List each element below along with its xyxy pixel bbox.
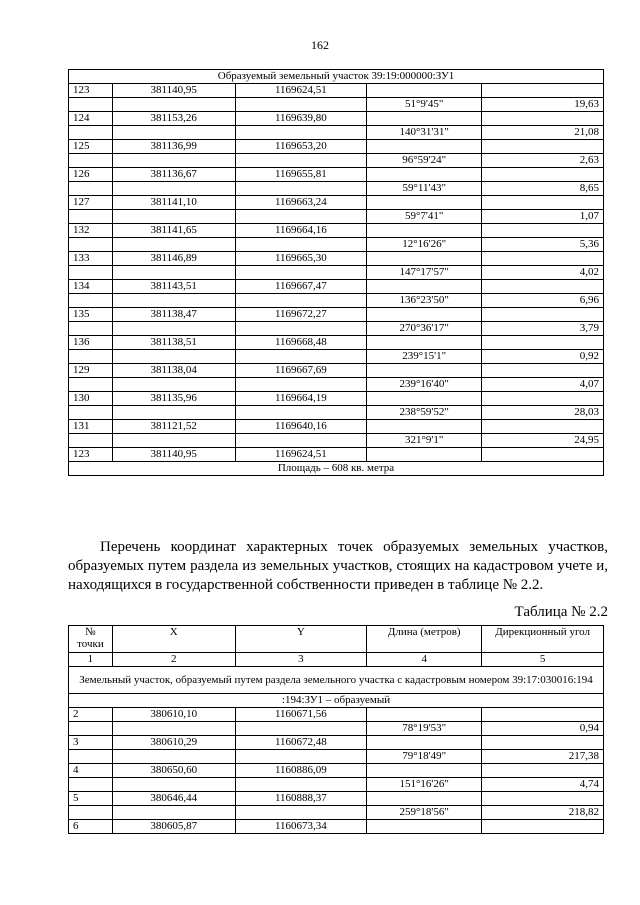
point-row [69, 280, 604, 294]
table-1-title: Образуемый земельный участок 39:19:000000:ЗУ1 [69, 70, 604, 84]
empty-cell [69, 154, 113, 168]
empty-cell [235, 210, 367, 224]
segment-value-cell: 0,92 [482, 350, 604, 364]
empty-cell [367, 280, 482, 294]
x-coordinate-cell: 381141,10 [112, 196, 235, 210]
coordinates-table-2 [68, 625, 604, 834]
segment-value-cell: 78°19'53" [367, 722, 482, 736]
x-coordinate-cell: 381136,67 [112, 168, 235, 182]
empty-cell [235, 350, 367, 364]
empty-cell [112, 378, 235, 392]
segment-value-cell: 270°36'17" [367, 322, 482, 336]
empty-cell [482, 252, 604, 266]
empty-cell [482, 140, 604, 154]
empty-cell [112, 806, 235, 820]
segment-value-cell: 28,03 [482, 406, 604, 420]
segment-value-cell: 8,65 [482, 182, 604, 196]
empty-cell [69, 294, 113, 308]
segment-value-cell: 5,36 [482, 238, 604, 252]
column-number: 2 [112, 653, 235, 667]
segment-row [69, 406, 604, 420]
segment-value-cell: 0,94 [482, 722, 604, 736]
table-2-header-row [69, 626, 604, 653]
empty-cell [69, 406, 113, 420]
segment-value-cell: 4,02 [482, 266, 604, 280]
empty-cell [235, 406, 367, 420]
empty-cell [367, 224, 482, 238]
segment-value-cell: 239°15'1" [367, 350, 482, 364]
empty-cell [367, 196, 482, 210]
table-2-section-title: Земельный участок, образуемый путем раздела земельного участка с кадастровым номером 39:17:030016:194 [69, 667, 604, 694]
y-coordinate-cell: 1169655,81 [235, 168, 367, 182]
point-row [69, 820, 604, 834]
empty-cell [482, 708, 604, 722]
y-coordinate-cell: 1169672,27 [235, 308, 367, 322]
empty-cell [235, 266, 367, 280]
segment-row [69, 210, 604, 224]
empty-cell [482, 280, 604, 294]
segment-value-cell: 147°17'57" [367, 266, 482, 280]
segment-value-cell: 6,96 [482, 294, 604, 308]
point-number-cell: 133 [69, 252, 113, 266]
segment-row [69, 806, 604, 820]
segment-value-cell: 4,07 [482, 378, 604, 392]
empty-cell [112, 266, 235, 280]
point-row [69, 84, 604, 98]
x-coordinate-cell: 381141,65 [112, 224, 235, 238]
empty-cell [112, 238, 235, 252]
segment-value-cell: 2,63 [482, 154, 604, 168]
point-row [69, 252, 604, 266]
point-row [69, 196, 604, 210]
x-coordinate-cell: 380605,87 [112, 820, 235, 834]
segment-value-cell: 3,79 [482, 322, 604, 336]
point-number-cell: 126 [69, 168, 113, 182]
empty-cell [482, 224, 604, 238]
empty-cell [367, 420, 482, 434]
table-caption: Таблица № 2.2 [514, 604, 608, 620]
segment-value-cell: 12°16'26" [367, 238, 482, 252]
empty-cell [235, 322, 367, 336]
segment-row [69, 350, 604, 364]
segment-value-cell: 19,63 [482, 98, 604, 112]
empty-cell [235, 434, 367, 448]
empty-cell [482, 736, 604, 750]
empty-cell [235, 182, 367, 196]
y-coordinate-cell: 1169624,51 [235, 84, 367, 98]
empty-cell [69, 98, 113, 112]
empty-cell [69, 778, 113, 792]
empty-cell [69, 238, 113, 252]
point-number-cell: 127 [69, 196, 113, 210]
point-row [69, 448, 604, 462]
column-number: 5 [482, 653, 604, 667]
segment-value-cell: 4,74 [482, 778, 604, 792]
segment-row [69, 266, 604, 280]
header-angle: Дирекционный угол [482, 626, 604, 653]
point-number-cell: 5 [69, 792, 113, 806]
empty-cell [112, 154, 235, 168]
empty-cell [69, 350, 113, 364]
empty-cell [482, 764, 604, 778]
point-row [69, 736, 604, 750]
point-row [69, 308, 604, 322]
empty-cell [367, 336, 482, 350]
y-coordinate-cell: 1169667,47 [235, 280, 367, 294]
y-coordinate-cell: 1160671,56 [235, 708, 367, 722]
y-coordinate-cell: 1169665,30 [235, 252, 367, 266]
segment-value-cell: 51°9'45" [367, 98, 482, 112]
point-number-cell: 3 [69, 736, 113, 750]
point-row [69, 420, 604, 434]
x-coordinate-cell: 381138,47 [112, 308, 235, 322]
point-number-cell: 123 [69, 448, 113, 462]
empty-cell [112, 406, 235, 420]
empty-cell [112, 210, 235, 224]
empty-cell [482, 112, 604, 126]
empty-cell [69, 722, 113, 736]
empty-cell [235, 238, 367, 252]
point-number-cell: 132 [69, 224, 113, 238]
table-2-subsection-title: :194:ЗУ1 – образуемый [69, 694, 604, 708]
empty-cell [69, 806, 113, 820]
x-coordinate-cell: 381135,96 [112, 392, 235, 406]
segment-value-cell: 239°16'40" [367, 378, 482, 392]
x-coordinate-cell: 381143,51 [112, 280, 235, 294]
empty-cell [482, 820, 604, 834]
empty-cell [367, 448, 482, 462]
x-coordinate-cell: 381153,26 [112, 112, 235, 126]
segment-value-cell: 151°16'26" [367, 778, 482, 792]
empty-cell [367, 364, 482, 378]
empty-cell [112, 722, 235, 736]
y-coordinate-cell: 1169653,20 [235, 140, 367, 154]
empty-cell [69, 126, 113, 140]
segment-row [69, 182, 604, 196]
point-row [69, 792, 604, 806]
point-row [69, 224, 604, 238]
segment-value-cell: 79°18'49" [367, 750, 482, 764]
description-paragraph: Перечень координат характерных точек образуемых земельных участков, образуемых путем раздела из земельных участков, стоящих на кадастровом учете и, находящихся в государственной собственности приведен в таблице № 2.2. [68, 539, 608, 593]
segment-value-cell: 218,82 [482, 806, 604, 820]
point-number-cell: 4 [69, 764, 113, 778]
x-coordinate-cell: 380610,29 [112, 736, 235, 750]
table-2-column-numbers-row [69, 653, 604, 667]
point-number-cell: 129 [69, 364, 113, 378]
y-coordinate-cell: 1169664,19 [235, 392, 367, 406]
empty-cell [235, 778, 367, 792]
y-coordinate-cell: 1169668,48 [235, 336, 367, 350]
empty-cell [367, 168, 482, 182]
empty-cell [367, 820, 482, 834]
empty-cell [69, 210, 113, 224]
x-coordinate-cell: 381136,99 [112, 140, 235, 154]
segment-value-cell: 1,07 [482, 210, 604, 224]
empty-cell [112, 98, 235, 112]
x-coordinate-cell: 380650,60 [112, 764, 235, 778]
empty-cell [69, 434, 113, 448]
x-coordinate-cell: 381140,95 [112, 84, 235, 98]
empty-cell [112, 322, 235, 336]
segment-row [69, 378, 604, 392]
empty-cell [367, 708, 482, 722]
empty-cell [112, 182, 235, 196]
point-number-cell: 136 [69, 336, 113, 350]
empty-cell [235, 154, 367, 168]
point-row [69, 336, 604, 350]
empty-cell [112, 434, 235, 448]
x-coordinate-cell: 380610,10 [112, 708, 235, 722]
segment-value-cell: 321°9'1" [367, 434, 482, 448]
header-point: № точки [69, 626, 113, 653]
empty-cell [69, 750, 113, 764]
segment-row [69, 434, 604, 448]
segment-row [69, 750, 604, 764]
empty-cell [482, 392, 604, 406]
empty-cell [112, 778, 235, 792]
x-coordinate-cell: 381138,04 [112, 364, 235, 378]
empty-cell [235, 722, 367, 736]
x-coordinate-cell: 380646,44 [112, 792, 235, 806]
empty-cell [235, 378, 367, 392]
x-coordinate-cell: 381140,95 [112, 448, 235, 462]
coordinates-table-1 [68, 69, 604, 476]
y-coordinate-cell: 1169667,69 [235, 364, 367, 378]
point-row [69, 364, 604, 378]
column-number: 3 [235, 653, 367, 667]
x-coordinate-cell: 381121,52 [112, 420, 235, 434]
empty-cell [112, 126, 235, 140]
y-coordinate-cell: 1169663,24 [235, 196, 367, 210]
y-coordinate-cell: 1160672,48 [235, 736, 367, 750]
point-row [69, 140, 604, 154]
empty-cell [112, 294, 235, 308]
empty-cell [482, 792, 604, 806]
segment-value-cell: 96°59'24" [367, 154, 482, 168]
x-coordinate-cell: 381146,89 [112, 252, 235, 266]
empty-cell [482, 84, 604, 98]
segment-value-cell: 21,08 [482, 126, 604, 140]
empty-cell [112, 350, 235, 364]
empty-cell [69, 182, 113, 196]
empty-cell [482, 448, 604, 462]
segment-value-cell: 140°31'31" [367, 126, 482, 140]
segment-row [69, 238, 604, 252]
point-number-cell: 135 [69, 308, 113, 322]
empty-cell [367, 392, 482, 406]
segment-value-cell: 24,95 [482, 434, 604, 448]
empty-cell [69, 378, 113, 392]
empty-cell [482, 168, 604, 182]
empty-cell [367, 736, 482, 750]
segment-value-cell: 136°23'50" [367, 294, 482, 308]
segment-row [69, 722, 604, 736]
empty-cell [367, 308, 482, 322]
empty-cell [367, 792, 482, 806]
empty-cell [367, 764, 482, 778]
column-number: 4 [367, 653, 482, 667]
empty-cell [482, 308, 604, 322]
segment-value-cell: 238°59'52" [367, 406, 482, 420]
empty-cell [482, 336, 604, 350]
empty-cell [367, 84, 482, 98]
point-row [69, 392, 604, 406]
empty-cell [235, 806, 367, 820]
segment-value-cell: 259°18'56" [367, 806, 482, 820]
point-number-cell: 130 [69, 392, 113, 406]
point-number-cell: 125 [69, 140, 113, 154]
segment-value-cell: 217,38 [482, 750, 604, 764]
y-coordinate-cell: 1160888,37 [235, 792, 367, 806]
empty-cell [367, 140, 482, 154]
segment-value-cell: 59°11'43" [367, 182, 482, 196]
point-number-cell: 131 [69, 420, 113, 434]
point-row [69, 708, 604, 722]
empty-cell [482, 196, 604, 210]
point-row [69, 112, 604, 126]
empty-cell [235, 126, 367, 140]
point-number-cell: 2 [69, 708, 113, 722]
empty-cell [235, 98, 367, 112]
point-number-cell: 123 [69, 84, 113, 98]
empty-cell [235, 294, 367, 308]
empty-cell [367, 252, 482, 266]
header-length: Длина (метров) [367, 626, 482, 653]
segment-row [69, 778, 604, 792]
segment-row [69, 154, 604, 168]
empty-cell [482, 364, 604, 378]
y-coordinate-cell: 1160886,09 [235, 764, 367, 778]
empty-cell [69, 322, 113, 336]
empty-cell [235, 750, 367, 764]
empty-cell [482, 420, 604, 434]
segment-row [69, 322, 604, 336]
area-summary: Площадь – 608 кв. метра [69, 462, 604, 476]
segment-row [69, 98, 604, 112]
empty-cell [69, 266, 113, 280]
header-x: X [112, 626, 235, 653]
empty-cell [367, 112, 482, 126]
y-coordinate-cell: 1169640,16 [235, 420, 367, 434]
segment-value-cell: 59°7'41" [367, 210, 482, 224]
segment-row [69, 294, 604, 308]
empty-cell [112, 750, 235, 764]
segment-row [69, 126, 604, 140]
point-number-cell: 134 [69, 280, 113, 294]
y-coordinate-cell: 1169664,16 [235, 224, 367, 238]
point-row [69, 764, 604, 778]
point-number-cell: 6 [69, 820, 113, 834]
page-number: 162 [311, 38, 329, 52]
x-coordinate-cell: 381138,51 [112, 336, 235, 350]
y-coordinate-cell: 1169624,51 [235, 448, 367, 462]
header-y: Y [235, 626, 367, 653]
y-coordinate-cell: 1160673,34 [235, 820, 367, 834]
point-row [69, 168, 604, 182]
y-coordinate-cell: 1169639,80 [235, 112, 367, 126]
point-number-cell: 124 [69, 112, 113, 126]
column-number: 1 [69, 653, 113, 667]
